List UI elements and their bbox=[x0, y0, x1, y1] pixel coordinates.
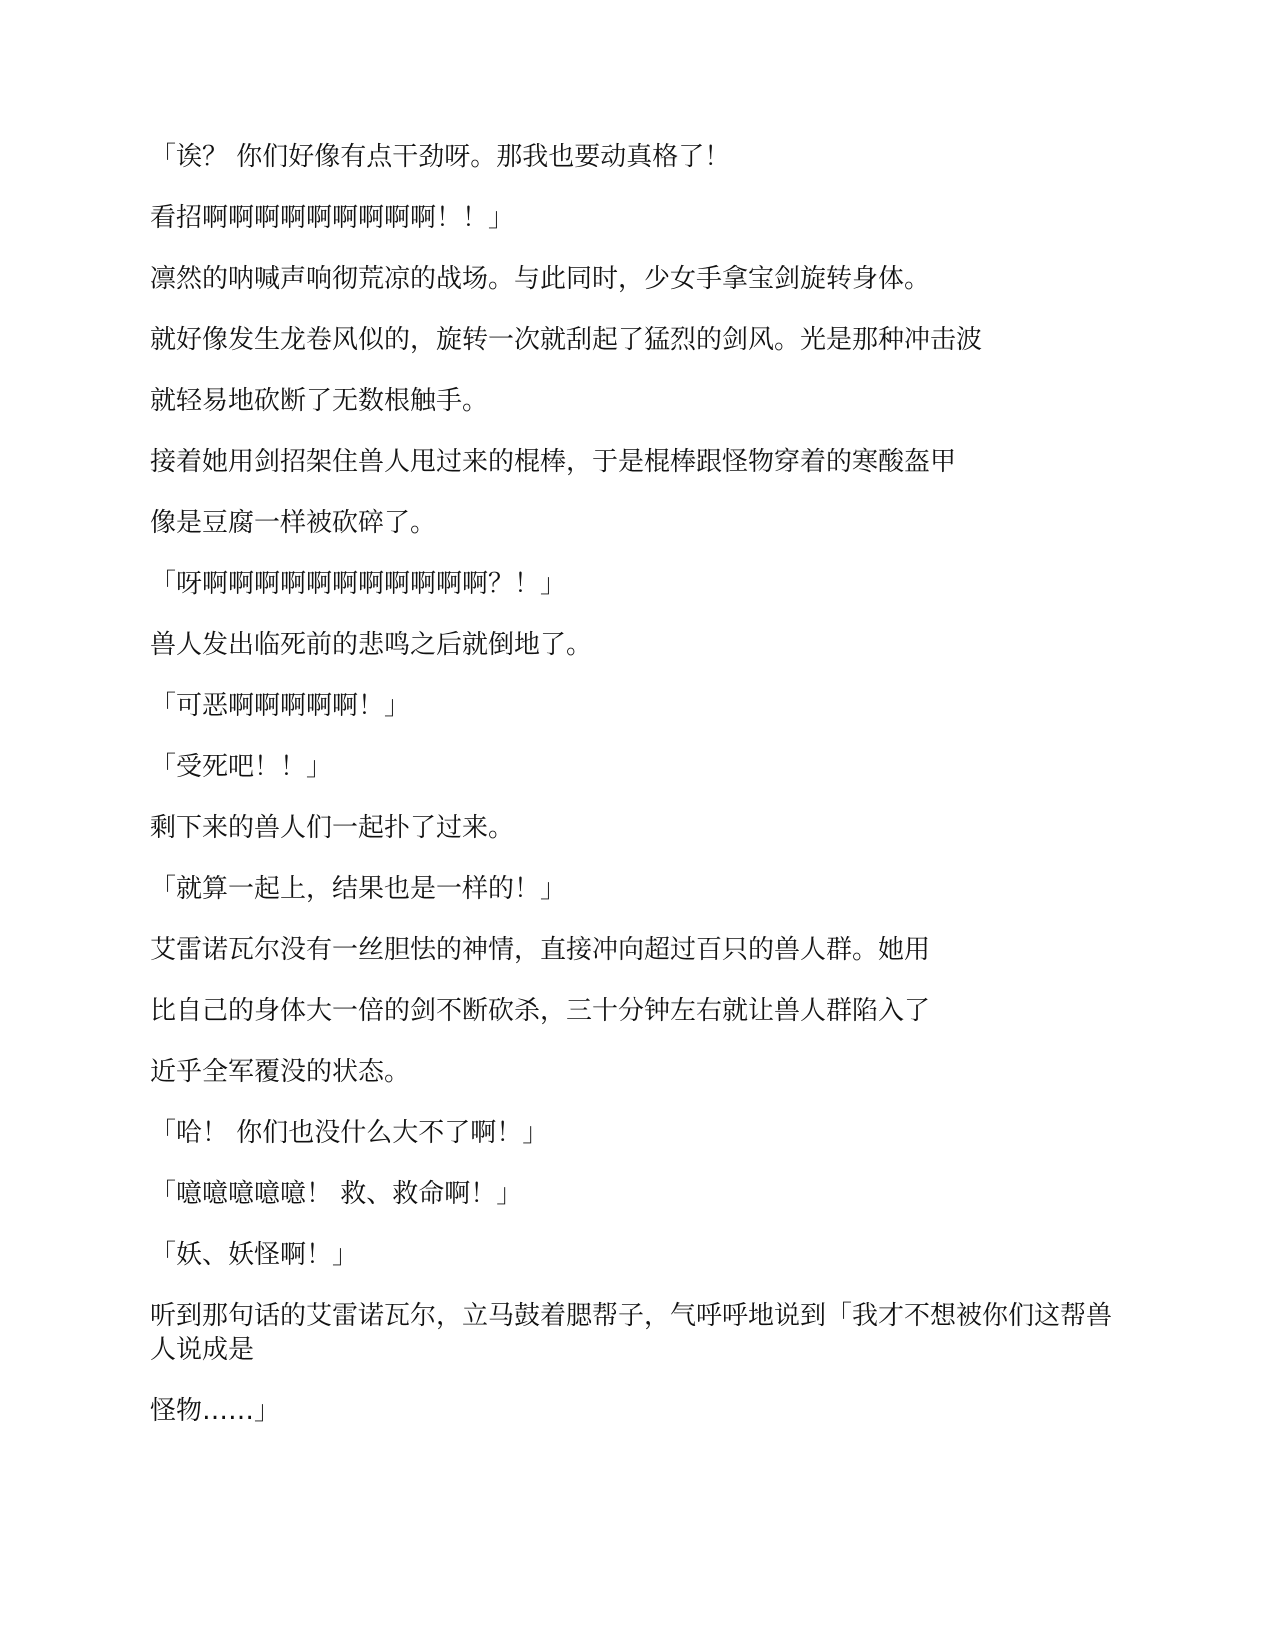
paragraph: 「受死吧！！」 bbox=[150, 752, 333, 782]
paragraph: 「哈！ 你们也没什么大不了啊！」 bbox=[150, 1118, 549, 1148]
paragraph: 剩下来的兽人们一起扑了过来。 bbox=[150, 813, 515, 843]
paragraph: 比自己的身体大一倍的剑不断砍杀，三十分钟左右就让兽人群陷入了 bbox=[150, 996, 931, 1026]
paragraph: 就好像发生龙卷风似的，旋转一次就刮起了猛烈的剑风。光是那种冲击波 bbox=[150, 325, 983, 355]
paragraph: 怪物……」 bbox=[150, 1396, 281, 1426]
paragraph: 凛然的呐喊声响彻荒凉的战场。与此同时，少女手拿宝剑旋转身体。 bbox=[150, 264, 931, 294]
paragraph: 「妖、妖怪啊！」 bbox=[150, 1240, 359, 1270]
text-body bbox=[150, 140, 1130, 1455]
paragraph: 「噫噫噫噫噫！ 救、救命啊！」 bbox=[150, 1179, 523, 1209]
paragraph: 接着她用剑招架住兽人甩过来的棍棒，于是棍棒跟怪物穿着的寒酸盔甲 bbox=[150, 447, 957, 477]
paragraph: 近乎全军覆没的状态。 bbox=[150, 1057, 411, 1087]
paragraph: 「呀啊啊啊啊啊啊啊啊啊啊啊？！」 bbox=[150, 569, 567, 599]
paragraph: 听到那句话的艾雷诺瓦尔，立马鼓着腮帮子，气呼呼地说到「我才不想被你们这帮兽人说成是 bbox=[150, 1301, 1113, 1365]
paragraph: 「可恶啊啊啊啊啊！」 bbox=[150, 691, 411, 721]
paragraph: 像是豆腐一样被砍碎了。 bbox=[150, 508, 437, 538]
paragraph: 艾雷诺瓦尔没有一丝胆怯的神情，直接冲向超过百只的兽人群。她用 bbox=[150, 935, 931, 965]
paragraph: 看招啊啊啊啊啊啊啊啊啊！！」 bbox=[150, 203, 515, 233]
paragraph: 「就算一起上，结果也是一样的！」 bbox=[150, 874, 567, 904]
paragraph: 就轻易地砍断了无数根触手。 bbox=[150, 386, 489, 416]
paragraph: 「诶？ 你们好像有点干劲呀。那我也要动真格了！ bbox=[150, 142, 731, 172]
paragraph: 兽人发出临死前的悲鸣之后就倒地了。 bbox=[150, 630, 593, 660]
